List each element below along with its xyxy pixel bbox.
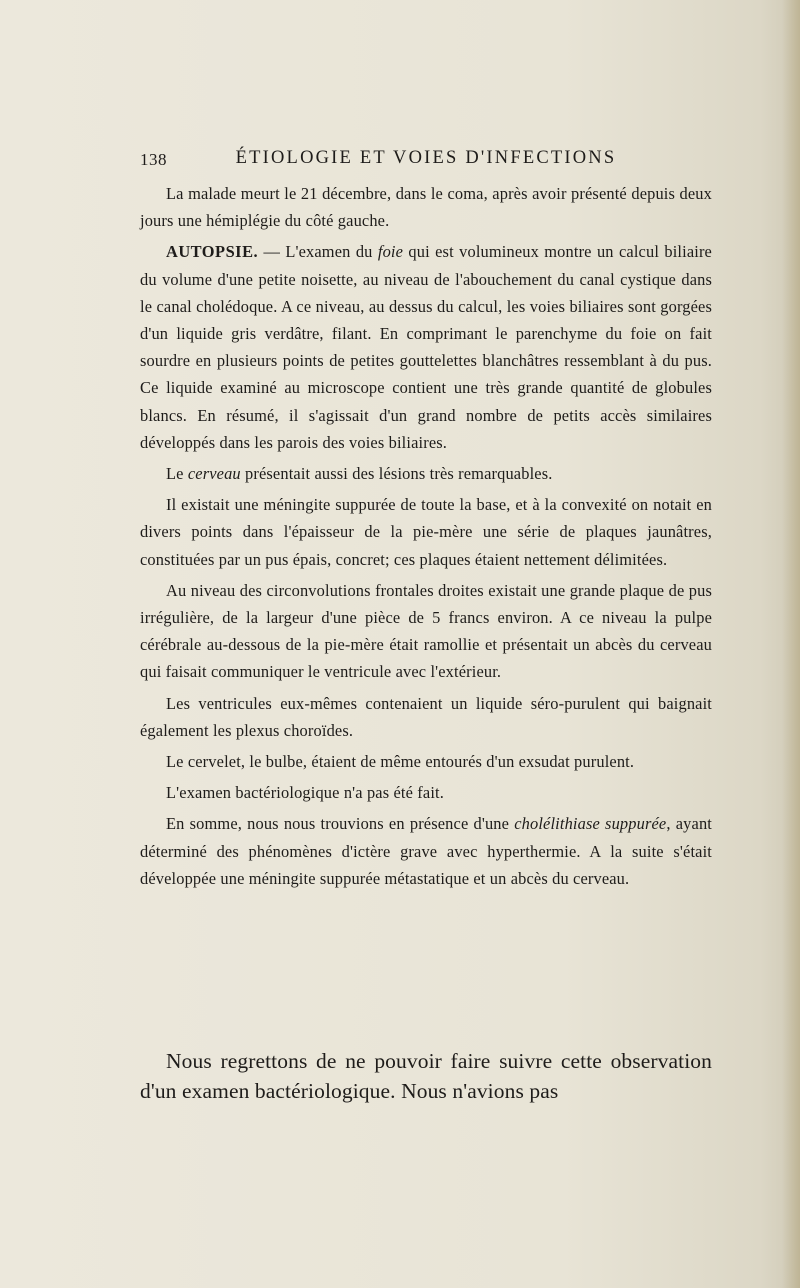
paragraph-autopsy <box>140 238 712 456</box>
brain-term: cerveau <box>187 464 241 484</box>
page-edge-shadow <box>782 0 800 1288</box>
page-header <box>140 146 712 176</box>
paragraph-summary <box>140 810 712 892</box>
paragraph-frontal: Au niveau des circonvolutions frontales droites existait une grande plaque de pus irrégulière, de la largeur d'une pièce de 5 francs environ. A ce niveau la pulpe cérébrale au-dessous de la pie-mère était ramollie et présentait un abcès du cerveau qui faisait communiquer le ventricule avec l'extérieur. <box>140 580 712 682</box>
paragraph-death: La malade meurt le 21 décembre, dans le coma, après avoir présenté depuis deux jours une hémiplégie du côté gauche. <box>140 184 712 231</box>
paragraph-bacteriology: L'examen bactériologique n'a pas été fait. <box>166 783 444 803</box>
paragraph-ventricles: Les ventricules eux-mêmes contenaient un liquide séro-purulent qui baignait également les plexus choroïdes. <box>140 693 712 740</box>
autopsy-heading: AUTOPSIE. <box>166 242 259 262</box>
brain-text-start: Le <box>166 464 188 484</box>
body-text <box>140 180 712 896</box>
paragraph-brain <box>140 460 712 487</box>
liver-term: foie <box>377 242 404 262</box>
paragraph-closing: Nous regrettons de ne pouvoir faire suivre cette observation d'un examen bactériologique. Nous n'avions pas <box>140 1049 712 1103</box>
summary-text-start: En somme, nous nous trouvions en présence d'une <box>166 814 515 834</box>
closing-text <box>140 1046 712 1106</box>
cholelithiasis-term: cholélithiase suppurée <box>514 814 667 834</box>
paragraph-cerebellum: Le cervelet, le bulbe, étaient de même entourés d'un exsudat purulent. <box>166 752 635 772</box>
paragraph-meningitis: Il existait une méningite suppurée de toute la base, et à la convexité on notait en divers points dans l'épaisseur de la pie-mère une série de plaques jaunâtres, constituées par un pus épais, concret; ces plaques étaient nettement délimitées. <box>140 495 712 569</box>
page-number: 138 <box>140 150 167 169</box>
autopsy-text-start: — L'examen du <box>258 242 378 262</box>
brain-text-rest: présentait aussi des lésions très remarquables. <box>240 464 553 484</box>
autopsy-text-rest: qui est volumineux montre un calcul biliaire du volume d'une petite noisette, au niveau de l'abouchement du canal cystique dans le canal cholédoque. A ce niveau, au dessus du calcul, les voies biliaires sont gorgées d'un liquide gris verdâtre, filant. En comprimant le parenchyme du foie on fait sourdre en plusieurs points de petites gouttelettes blanchâtres ressemblant à du pus. Ce liquide examiné au microscope contient une très grande quantité de globules blancs. En résumé, il s'agissait d'un grand nombre de petits accès similaires développés dans les parois des voies biliaires. <box>140 242 712 452</box>
summary-text-rest: , ayant déterminé des phénomènes d'ictère grave avec hyperthermie. A la suite s'était développée une méningite suppurée métastatique et un abcès du cerveau. <box>140 814 712 888</box>
running-title: ÉTIOLOGIE ET VOIES D'INFECTIONS <box>235 148 617 168</box>
